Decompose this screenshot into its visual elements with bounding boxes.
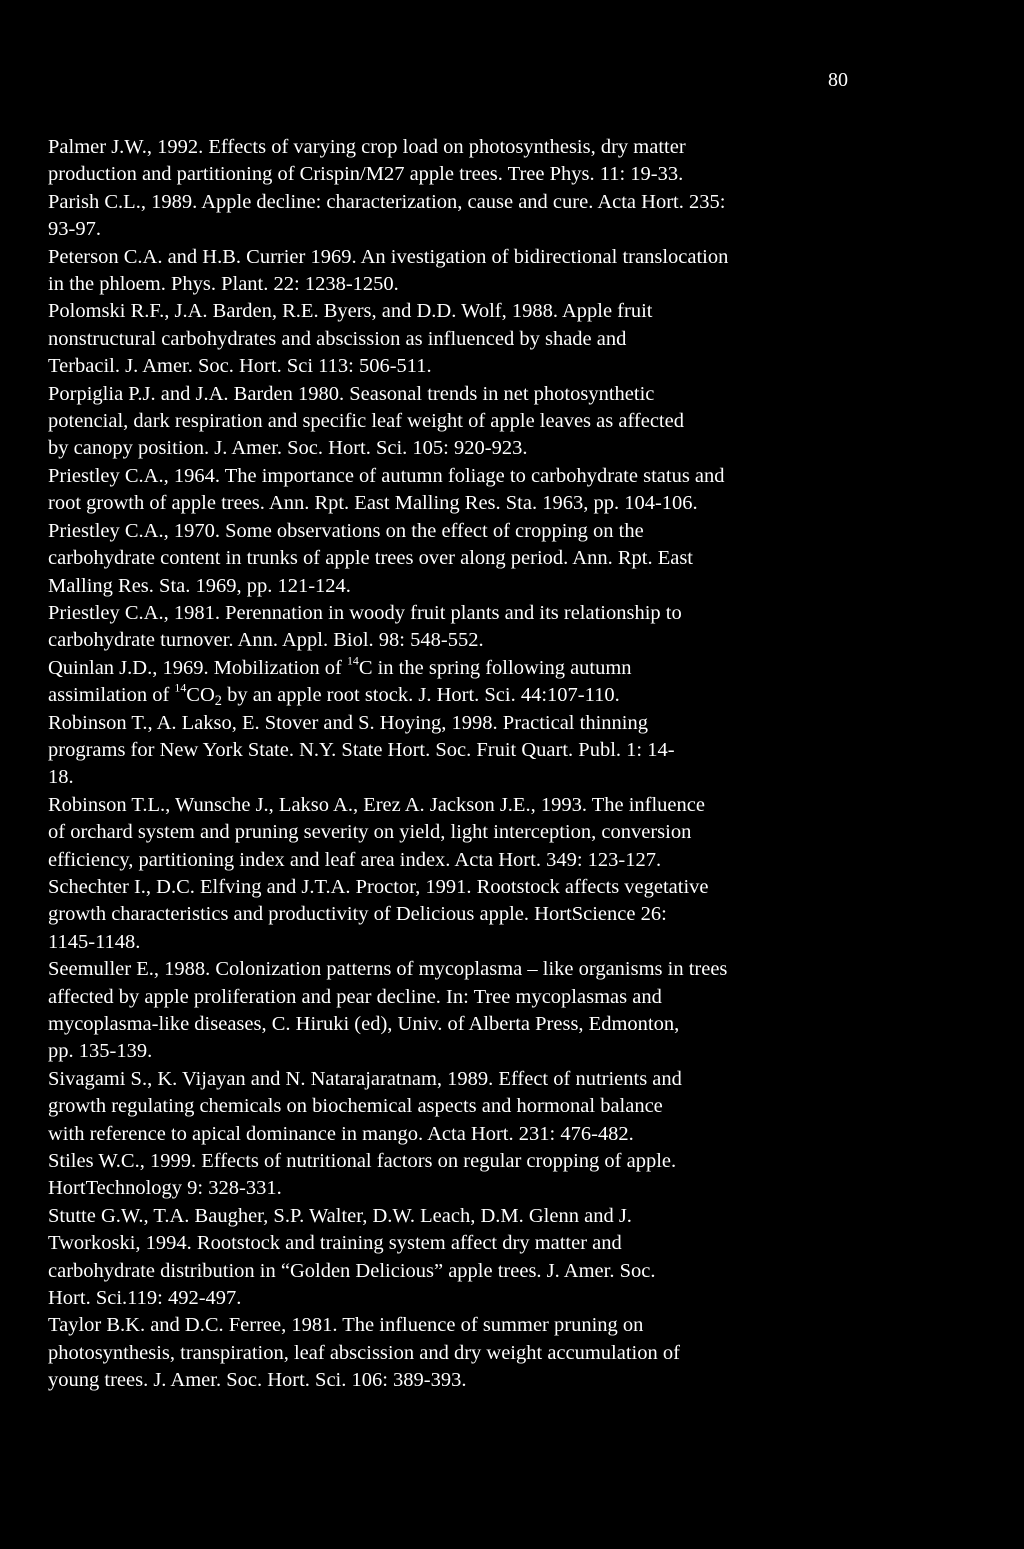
reference-priestley-1970 bbox=[48, 518, 863, 600]
reference-line: Sivagami S., K. Vijayan and N. Natarajaratnam, 1989. Effect of nutrients and bbox=[48, 1067, 682, 1090]
reference-line: Palmer J.W., 1992. Effects of varying crop load on photosynthesis, dry matter bbox=[48, 136, 686, 158]
reference-line: Tworkoski, 1994. Rootstock and training system affect dry matter and bbox=[48, 1232, 622, 1255]
reference-porpiglia-1980 bbox=[48, 381, 863, 463]
reference-line: Hort. Sci.119: 492-497. bbox=[48, 1287, 242, 1310]
reference-line: 93-97. bbox=[48, 218, 101, 241]
reference-line: carbohydrate distribution in “Golden Delicious” apple trees. J. Amer. Soc. bbox=[48, 1259, 656, 1282]
reference-line: Seemuller E., 1988. Colonization patterns of mycoplasma – like organisms in trees bbox=[48, 958, 728, 981]
reference-list bbox=[48, 134, 863, 1395]
reference-schechter-1991 bbox=[48, 874, 863, 956]
reference-line: Stiles W.C., 1999. Effects of nutritional factors on regular cropping of apple. bbox=[48, 1150, 677, 1173]
reference-line: Parish C.L., 1989. Apple decline: characterization, cause and cure. Acta Hort. 235: bbox=[48, 190, 726, 213]
reference-line: young trees. J. Amer. Soc. Hort. Sci. 106: 389-393. bbox=[48, 1369, 467, 1392]
reference-line: Priestley C.A., 1964. The importance of autumn foliage to carbohydrate status and bbox=[48, 464, 725, 487]
reference-line: Terbacil. J. Amer. Soc. Hort. Sci 113: 506-511. bbox=[48, 355, 432, 378]
reference-text: Quinlan J.D., 1969. Mobilization of bbox=[48, 656, 347, 679]
reference-line: in the phloem. Phys. Plant. 22: 1238-1250. bbox=[48, 273, 399, 296]
reference-line: HortTechnology 9: 328-331. bbox=[48, 1177, 282, 1200]
reference-line: pp. 135-139. bbox=[48, 1040, 153, 1063]
reference-line: by canopy position. J. Amer. Soc. Hort. Sci. 105: 920-923. bbox=[48, 437, 528, 460]
reference-line: root growth of apple trees. Ann. Rpt. East Malling Res. Sta. 1963, pp. 104-106. bbox=[48, 492, 698, 515]
reference-line: carbohydrate content in trunks of apple trees over along period. Ann. Rpt. East bbox=[48, 547, 693, 570]
reference-line: Priestley C.A., 1970. Some observations on the effect of cropping on the bbox=[48, 519, 644, 542]
reference-line: Malling Res. Sta. 1969, pp. 121-124. bbox=[48, 574, 351, 597]
reference-line: of orchard system and pruning severity on yield, light interception, conversion bbox=[48, 821, 692, 844]
reference-line: Taylor B.K. and D.C. Ferree, 1981. The influence of summer pruning on bbox=[48, 1314, 644, 1337]
reference-line: 18. bbox=[48, 766, 74, 789]
reference-line: 1145-1148. bbox=[48, 930, 141, 953]
reference-line: with reference to apical dominance in mango. Acta Hort. 231: 476-482. bbox=[48, 1122, 634, 1145]
reference-line: Porpiglia P.J. and J.A. Barden 1980. Seasonal trends in net photosynthetic bbox=[48, 382, 655, 405]
reference-line: Polomski R.F., J.A. Barden, R.E. Byers, and D.D. Wolf, 1988. Apple fruit bbox=[48, 300, 653, 323]
reference-taylor-1981 bbox=[48, 1312, 863, 1394]
reference-line: nonstructural carbohydrates and abscission as influenced by shade and bbox=[48, 327, 627, 350]
reference-sivagami-1989 bbox=[48, 1066, 863, 1148]
isotope-superscript: 14 bbox=[174, 680, 187, 695]
reference-line: potencial, dark respiration and specific leaf weight of apple leaves as affected bbox=[48, 410, 684, 433]
reference-line: Peterson C.A. and H.B. Currier 1969. An ivestigation of bidirectional translocation bbox=[48, 245, 729, 268]
reference-line: programs for New York State. N.Y. State Hort. Soc. Fruit Quart. Publ. 1: 14- bbox=[48, 738, 675, 761]
reference-line: production and partitioning of Crispin/M27 apple trees. Tree Phys. 11: 19-33. bbox=[48, 163, 684, 186]
reference-stutte-1994 bbox=[48, 1203, 863, 1313]
reference-line: growth regulating chemicals on biochemical aspects and hormonal balance bbox=[48, 1095, 663, 1118]
reference-parish-1989 bbox=[48, 189, 863, 244]
reference-line: Stutte G.W., T.A. Baugher, S.P. Walter, D.W. Leach, D.M. Glenn and J. bbox=[48, 1204, 632, 1227]
reference-text: CO bbox=[186, 684, 215, 707]
reference-line: affected by apple proliferation and pear decline. In: Tree mycoplasmas and bbox=[48, 985, 662, 1008]
reference-palmer-1992 bbox=[48, 134, 863, 189]
reference-robinson-1993 bbox=[48, 792, 863, 874]
reference-polomski-1988 bbox=[48, 298, 863, 380]
reference-line: Priestley C.A., 1981. Perennation in woody fruit plants and its relationship to bbox=[48, 601, 682, 624]
reference-line: Robinson T.L., Wunsche J., Lakso A., Erez A. Jackson J.E., 1993. The influence bbox=[48, 793, 705, 816]
reference-line bbox=[48, 680, 863, 710]
isotope-superscript: 14 bbox=[346, 653, 359, 668]
reference-line: photosynthesis, transpiration, leaf abscission and dry weight accumulation of bbox=[48, 1341, 680, 1364]
reference-line: Schechter I., D.C. Elfving and J.T.A. Proctor, 1991. Rootstock affects vegetative bbox=[48, 875, 709, 898]
reference-priestley-1981 bbox=[48, 600, 863, 655]
reference-priestley-1964 bbox=[48, 463, 863, 518]
reference-robinson-1998 bbox=[48, 710, 863, 792]
page-number: 80 bbox=[828, 69, 848, 91]
reference-stiles-1999 bbox=[48, 1148, 863, 1203]
reference-line: growth characteristics and productivity of Delicious apple. HortScience 26: bbox=[48, 903, 667, 926]
reference-text: assimilation of bbox=[48, 684, 175, 707]
reference-quinlan-1969 bbox=[48, 655, 863, 710]
reference-text: C in the spring following autumn bbox=[358, 656, 632, 679]
reference-line: mycoplasma-like diseases, C. Hiruki (ed), Univ. of Alberta Press, Edmonton, bbox=[48, 1013, 680, 1035]
reference-line bbox=[48, 653, 863, 682]
subscript: 2 bbox=[214, 693, 222, 710]
reference-line: Robinson T., A. Lakso, E. Stover and S. Hoying, 1998. Practical thinning bbox=[48, 711, 648, 734]
reference-line: carbohydrate turnover. Ann. Appl. Biol. 98: 548-552. bbox=[48, 629, 484, 652]
reference-text: by an apple root stock. J. Hort. Sci. 44:107-110. bbox=[221, 684, 620, 707]
reference-seemuller-1988 bbox=[48, 956, 863, 1066]
reference-line: efficiency, partitioning index and leaf area index. Acta Hort. 349: 123-127. bbox=[48, 848, 662, 871]
reference-peterson-1969 bbox=[48, 244, 863, 299]
